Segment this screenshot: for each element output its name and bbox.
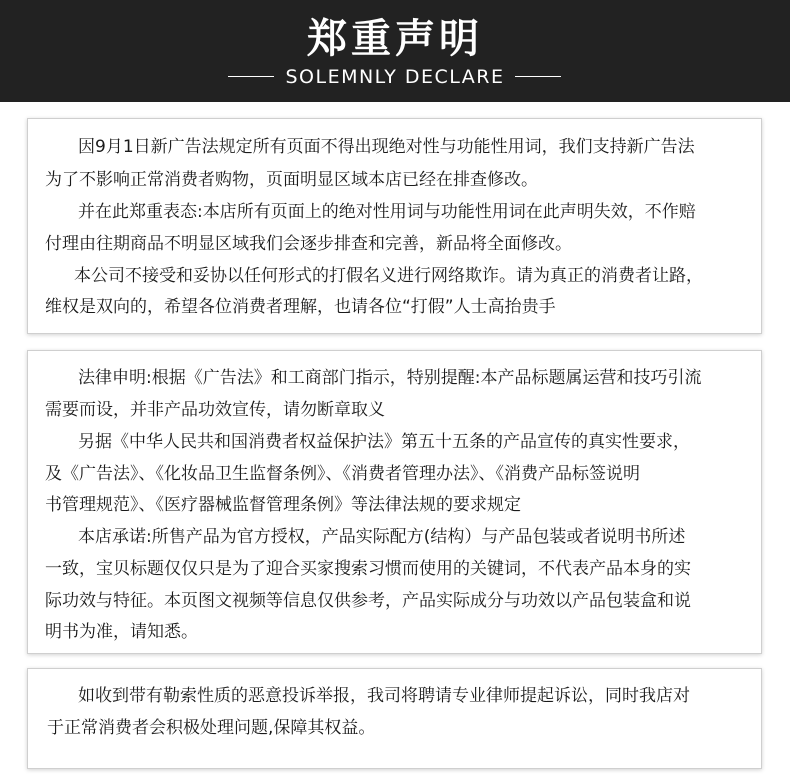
header-banner <box>0 0 790 102</box>
text-line: 及《广告法》、《化妆品卫生监督条例》、《消费者管理办法》、《消费产品标签说明 <box>45 464 640 484</box>
text-line: 书管理规范》、《医疗器械监督管理条例》等法律法规的要求规定 <box>45 495 521 515</box>
notice-section-advertising-law <box>27 118 762 334</box>
text-line: 另据《中华人民共和国消费者权益保护法》第五十五条的产品宣传的真实性要求， <box>78 432 690 452</box>
page-title: 郑重声明 <box>307 16 483 62</box>
text-line: 明书为准，请知悉。 <box>45 622 198 642</box>
notice-section-legal-statement <box>27 350 762 654</box>
divider-right <box>515 76 561 77</box>
text-line: 际功效与特征。本页图文视频等信息仅供参考，产品实际成分与功效以产品包装盒和说 <box>45 591 691 611</box>
page-subtitle: SOLEMNLY DECLARE <box>285 66 505 88</box>
text-line: 因9月1日新广告法规定所有页面不得出现绝对性与功能性用词，我们支持新广告法 <box>78 137 695 157</box>
text-line: 本店承诺:所售产品为官方授权，产品实际配方(结构）与产品包装或者说明书所述 <box>78 527 686 547</box>
text-line: 如收到带有勒索性质的恶意投诉举报，我司将聘请专业律师提起诉讼，同时我店对 <box>78 686 690 706</box>
text-line: 维权是双向的，希望各位消费者理解，也请各位“打假”人士高抬贵手 <box>45 297 556 317</box>
notice-section-complaints <box>27 668 762 769</box>
text-line: 并在此郑重表态:本店所有页面上的绝对性用词与功能性用词在此声明失效，不作赔 <box>78 202 696 222</box>
text-line: 付理由往期商品不明显区域我们会逐步排查和完善，新品将全面修改。 <box>45 234 572 254</box>
text-line: 为了不影响正常消费者购物，页面明显区域本店已经在排查修改。 <box>45 170 538 190</box>
text-line: 本公司不接受和妥协以任何形式的打假名义进行网络欺诈。请为真正的消费者让路， <box>74 266 703 286</box>
text-line: 于正常消费者会积极处理问题,保障其权益。 <box>47 718 376 738</box>
text-line: 需要而设，并非产品功效宣传，请勿断章取义 <box>45 400 385 420</box>
text-line: 法律申明:根据《广告法》和工商部门指示，特别提醒:本产品标题属运营和技巧引流 <box>78 368 702 388</box>
text-line: 一致，宝贝标题仅仅只是为了迎合买家搜索习惯而使用的关键词，不代表产品本身的实 <box>45 559 691 579</box>
